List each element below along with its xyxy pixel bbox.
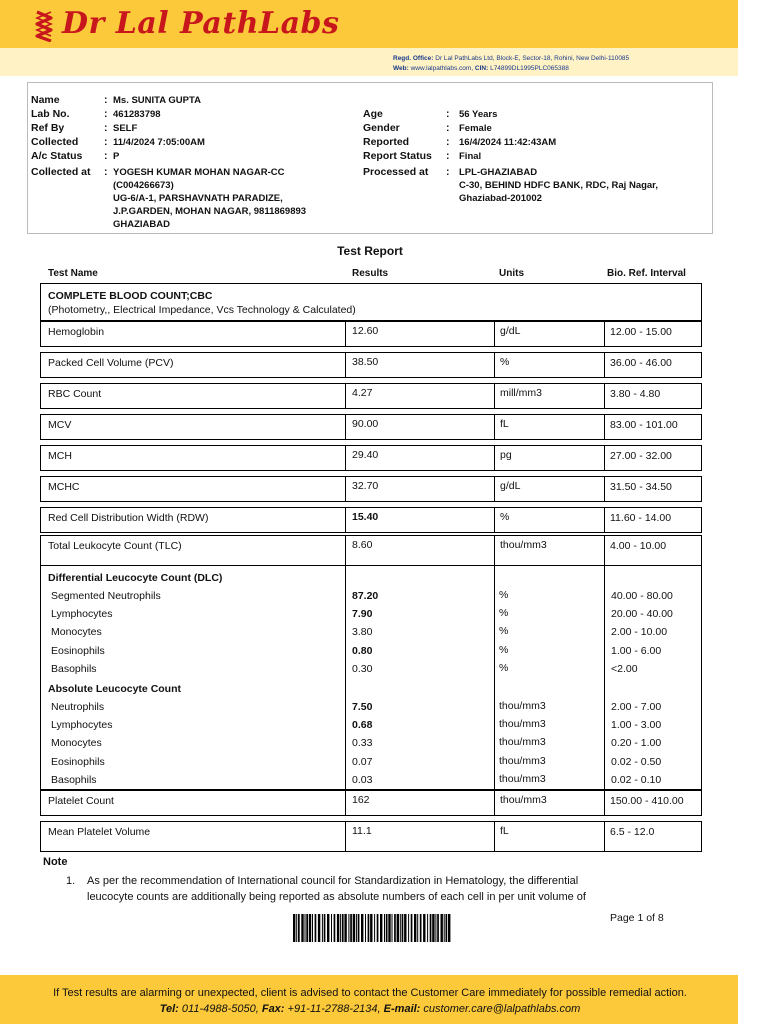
ref-interval: 12.00 - 15.00 xyxy=(610,326,672,338)
cell-ref xyxy=(605,822,701,851)
collected-at-line: GHAZIABAD xyxy=(113,219,170,230)
sub-test-name: Eosinophils xyxy=(51,755,105,768)
cell-test-name xyxy=(41,384,346,408)
cell-unit xyxy=(495,384,605,408)
note-line-1: As per the recommendation of International council for Standardization in Hematology, the differential xyxy=(87,875,579,887)
cell-result xyxy=(346,477,495,501)
table-row xyxy=(40,507,702,533)
table-row xyxy=(40,414,702,440)
cell-test-name xyxy=(41,415,346,439)
sub-unit-value: % xyxy=(499,625,509,638)
sub-ref-interval: 2.00 - 7.00 xyxy=(611,701,662,713)
result-value: 15.40 xyxy=(352,511,379,523)
sub-test-name: Eosinophils xyxy=(51,644,105,657)
sub-result-value: 0.33 xyxy=(352,737,373,750)
note-heading: Note xyxy=(43,856,68,868)
ref-interval: 11.60 - 14.00 xyxy=(610,512,672,524)
sub-test-name: Neutrophils xyxy=(51,701,105,713)
cell-test-name xyxy=(41,822,346,851)
result-value: 8.60 xyxy=(352,539,373,551)
tel-label: Tel: xyxy=(159,1003,179,1015)
patient-field-label: Collected at xyxy=(31,166,91,178)
cell-unit xyxy=(495,322,605,346)
test-name: MCH xyxy=(48,450,72,462)
barcode-icon xyxy=(293,914,453,942)
cbc-method: (Photometry,, Electrical Impedance, Vcs Technology & Calculated) xyxy=(48,304,356,316)
table-row xyxy=(40,535,702,566)
cell-unit xyxy=(495,508,605,532)
patient-field-value: YOGESH KUMAR MOHAN NAGAR-CC xyxy=(113,167,285,178)
cell-result xyxy=(346,791,495,815)
cell-ref xyxy=(605,508,701,532)
ref-interval: 150.00 - 410.00 xyxy=(610,795,684,807)
cell-unit xyxy=(495,477,605,501)
cell-test-name xyxy=(41,791,346,815)
sub-ref-interval: 1.00 - 3.00 xyxy=(611,719,662,732)
field-colon: : xyxy=(446,122,450,134)
sub-result-value: 7.90 xyxy=(352,608,373,621)
cell-result xyxy=(346,322,495,346)
sub-test-name: Basophils xyxy=(51,662,97,675)
ref-interval: 3.80 - 4.80 xyxy=(610,388,661,400)
cell-result xyxy=(346,508,495,532)
test-name: Hemoglobin xyxy=(48,326,105,338)
unit-value: % xyxy=(500,356,510,368)
sub-ref-interval: 40.00 - 80.00 xyxy=(611,590,673,602)
cell-result xyxy=(346,446,495,470)
ref-interval: 27.00 - 32.00 xyxy=(610,450,672,462)
patient-field-value: Ms. SUNITA GUPTA xyxy=(113,95,201,106)
cell-unit xyxy=(495,446,605,470)
sub-result-value: 87.20 xyxy=(352,590,379,602)
field-colon: : xyxy=(104,122,108,134)
field-colon: : xyxy=(104,108,108,120)
patient-field-label: Age xyxy=(363,108,383,120)
cell-test-name xyxy=(41,322,346,346)
result-value: 11.1 xyxy=(352,825,372,837)
sub-ref-interval: 0.20 - 1.00 xyxy=(611,737,662,750)
field-colon: : xyxy=(446,136,450,148)
regd-text: Dr Lal PathLabs Ltd, Block-E, Sector-18, Rohini, New Delhi-110085 xyxy=(435,55,630,62)
field-colon: : xyxy=(104,150,108,162)
sub-ref-interval: 0.02 - 0.10 xyxy=(611,773,662,786)
patient-field-label: A/c Status xyxy=(31,150,83,162)
patient-field-label: Reported xyxy=(363,136,410,148)
cell-result xyxy=(346,536,495,565)
patient-field-value: SELF xyxy=(113,123,138,134)
page-number: Page 1 of 8 xyxy=(610,912,664,924)
sub-test-name: Lymphocytes xyxy=(51,608,113,621)
web-label: Web: xyxy=(393,65,409,72)
patient-field-label: Ref By xyxy=(31,122,65,134)
patient-field-label: Collected xyxy=(31,136,79,148)
ref-interval: 6.5 - 12.0 xyxy=(610,826,655,838)
processed-at-line: Ghaziabad-201002 xyxy=(459,193,542,204)
footer-contacts xyxy=(0,1003,740,1015)
table-row xyxy=(40,445,702,471)
regd-label: Regd. Office: xyxy=(393,55,434,62)
field-colon: : xyxy=(104,136,108,148)
patient-field-value: Female xyxy=(459,123,492,134)
sub-unit-value: thou/mm3 xyxy=(499,754,546,767)
report-title: Test Report xyxy=(337,244,403,258)
processed-at-line: C-30, BEHIND HDFC BANK, RDC, Raj Nagar, xyxy=(459,180,658,191)
patient-field-label: Gender xyxy=(363,122,400,134)
unit-value: % xyxy=(500,511,510,523)
collected-at-line: (C004266673) xyxy=(113,180,174,191)
field-colon: : xyxy=(446,150,450,162)
ref-interval: 31.50 - 34.50 xyxy=(610,481,672,493)
column-header-units: Units xyxy=(499,268,524,279)
sub-test-name: Lymphocytes xyxy=(51,719,113,732)
result-value: 162 xyxy=(352,794,370,806)
sub-unit-value: thou/mm3 xyxy=(499,772,546,785)
note-line-2: leucocyte counts are additionally being reported as absolute numbers of each cell in per unit volume of xyxy=(87,890,586,903)
cin-text: L74899DL1995PLC065388 xyxy=(490,65,569,72)
sub-test-name: Monocytes xyxy=(51,626,102,639)
cell-ref xyxy=(605,415,701,439)
cell-result xyxy=(346,353,495,377)
unit-value: fL xyxy=(500,825,509,837)
sub-unit-value: % xyxy=(499,589,509,601)
patient-field-value: LPL-GHAZIABAD xyxy=(459,167,538,178)
sub-ref-interval: 0.02 - 0.50 xyxy=(611,755,662,768)
unit-value: g/dL xyxy=(500,325,521,337)
sub-unit-value: % xyxy=(499,607,509,620)
cell-ref xyxy=(605,536,701,565)
patient-field-value: 56 Years xyxy=(459,109,498,120)
cin-label: CIN: xyxy=(474,65,489,72)
dlc-block xyxy=(40,566,702,790)
table-row xyxy=(40,821,702,852)
patient-field-value: 461283798 xyxy=(113,109,161,120)
abs-title: Absolute Leucocyte Count xyxy=(48,683,182,695)
unit-value: pg xyxy=(500,449,512,461)
note-text xyxy=(66,874,586,905)
cell-unit xyxy=(495,536,605,565)
cell-ref xyxy=(605,322,701,346)
collected-at-line: UG-6/A-1, PARSHAVNATH PARADIZE, xyxy=(113,193,283,204)
sub-unit-value: thou/mm3 xyxy=(499,700,546,712)
sub-test-name: Segmented Neutrophils xyxy=(51,590,161,602)
cbc-title: COMPLETE BLOOD COUNT;CBC xyxy=(48,290,213,302)
web-text: www.lalpathlabs.com, xyxy=(410,65,474,72)
test-name: RBC Count xyxy=(48,388,102,400)
sub-unit-value: % xyxy=(499,661,509,674)
sub-result-value: 3.80 xyxy=(352,626,373,639)
patient-field-value: P xyxy=(113,151,120,162)
patient-field-value: 16/4/2024 11:42:43AM xyxy=(459,137,557,148)
patient-field-value: 11/4/2024 7:05:00AM xyxy=(113,137,205,148)
brand-logo-text: Dr Lal PathLabs xyxy=(62,6,340,41)
collected-at-line: J.P.GARDEN, MOHAN NAGAR, 9811869893 xyxy=(113,206,307,217)
sub-unit-value: thou/mm3 xyxy=(499,736,546,749)
cell-unit xyxy=(495,822,605,851)
test-name: MCV xyxy=(48,419,72,431)
footer-disclaimer: If Test results are alarming or unexpected, client is advised to contact the Customer Care immediately for possible remedial action. xyxy=(53,987,687,999)
cell-test-name xyxy=(41,446,346,470)
column-header-test-name: Test Name xyxy=(48,268,98,279)
field-colon: : xyxy=(446,108,450,120)
sub-ref-interval: 1.00 - 6.00 xyxy=(611,644,662,657)
table-row xyxy=(40,383,702,409)
sub-unit-value: thou/mm3 xyxy=(499,718,546,731)
result-value: 29.40 xyxy=(352,449,379,461)
patient-field-label: Name xyxy=(31,94,60,106)
email-value[interactable]: customer.care@lalpathlabs.com xyxy=(423,1003,581,1015)
test-name: Platelet Count xyxy=(48,795,114,807)
sub-ref-interval: 20.00 - 40.00 xyxy=(611,608,673,621)
cell-result xyxy=(346,415,495,439)
sub-result-value: 0.68 xyxy=(352,719,373,732)
ref-interval: 83.00 - 101.00 xyxy=(610,419,678,431)
cell-test-name xyxy=(41,508,346,532)
cell-ref xyxy=(605,446,701,470)
test-name: Total Leukocyte Count (TLC) xyxy=(48,540,182,552)
cell-ref xyxy=(605,384,701,408)
footer-band xyxy=(0,975,738,1024)
column-header-ref-interval: Bio. Ref. Interval xyxy=(607,268,686,279)
cell-unit xyxy=(495,791,605,815)
cell-test-name xyxy=(41,353,346,377)
sub-unit-value: % xyxy=(499,643,509,656)
sub-result-value: 0.07 xyxy=(352,755,373,768)
test-name: Mean Platelet Volume xyxy=(48,826,151,838)
sub-ref-interval: <2.00 xyxy=(611,662,638,675)
sub-result-value: 0.30 xyxy=(352,662,373,675)
cell-unit xyxy=(495,353,605,377)
patient-field-label: Lab No. xyxy=(31,108,70,120)
cell-test-name xyxy=(41,536,346,565)
registered-office xyxy=(393,54,629,74)
unit-value: thou/mm3 xyxy=(500,794,547,806)
sub-ref-interval: 2.00 - 10.00 xyxy=(611,626,668,639)
ref-interval: 4.00 - 10.00 xyxy=(610,540,667,552)
email-label: E-mail: xyxy=(383,1003,421,1015)
cell-unit xyxy=(495,415,605,439)
patient-field-label: Processed at xyxy=(363,166,429,178)
test-name: Packed Cell Volume (PCV) xyxy=(48,357,174,369)
cbc-section-header xyxy=(40,283,702,321)
unit-value: fL xyxy=(500,418,509,430)
result-value: 12.60 xyxy=(352,325,379,337)
cell-ref xyxy=(605,477,701,501)
sub-result-value: 7.50 xyxy=(352,701,373,713)
patient-field-value: Final xyxy=(459,151,482,162)
table-row xyxy=(40,321,702,347)
field-colon: : xyxy=(104,94,108,106)
test-name: MCHC xyxy=(48,481,80,493)
sub-test-name: Monocytes xyxy=(51,737,102,750)
table-row xyxy=(40,790,702,816)
field-colon: : xyxy=(104,166,108,178)
fax-value: +91-11-2788-2134, xyxy=(287,1003,381,1015)
unit-value: mill/mm3 xyxy=(500,387,542,399)
unit-value: g/dL xyxy=(500,480,521,492)
result-value: 90.00 xyxy=(352,418,379,430)
cell-result xyxy=(346,384,495,408)
dna-logo-icon xyxy=(34,10,54,42)
ref-interval: 36.00 - 46.00 xyxy=(610,357,672,369)
test-name: Red Cell Distribution Width (RDW) xyxy=(48,512,209,524)
result-value: 38.50 xyxy=(352,356,379,368)
sub-result-value: 0.03 xyxy=(352,773,373,786)
cell-ref xyxy=(605,353,701,377)
note-number: 1. xyxy=(66,875,76,887)
tel-value[interactable]: 011-4988-5050, xyxy=(181,1003,259,1015)
result-value: 4.27 xyxy=(352,387,373,399)
field-colon: : xyxy=(446,166,450,178)
table-row xyxy=(40,476,702,502)
fax-label: Fax: xyxy=(261,1003,285,1015)
column-header-results: Results xyxy=(352,268,389,279)
unit-value: thou/mm3 xyxy=(500,539,547,551)
sub-result-value: 0.80 xyxy=(352,644,373,657)
sub-test-name: Basophils xyxy=(51,773,97,786)
patient-field-label: Report Status xyxy=(363,150,432,162)
cell-result xyxy=(346,822,495,851)
result-value: 32.70 xyxy=(352,480,379,492)
cell-test-name xyxy=(41,477,346,501)
dlc-title: Differential Leucocyte Count (DLC) xyxy=(48,572,223,584)
cell-ref xyxy=(605,791,701,815)
table-row xyxy=(40,352,702,378)
